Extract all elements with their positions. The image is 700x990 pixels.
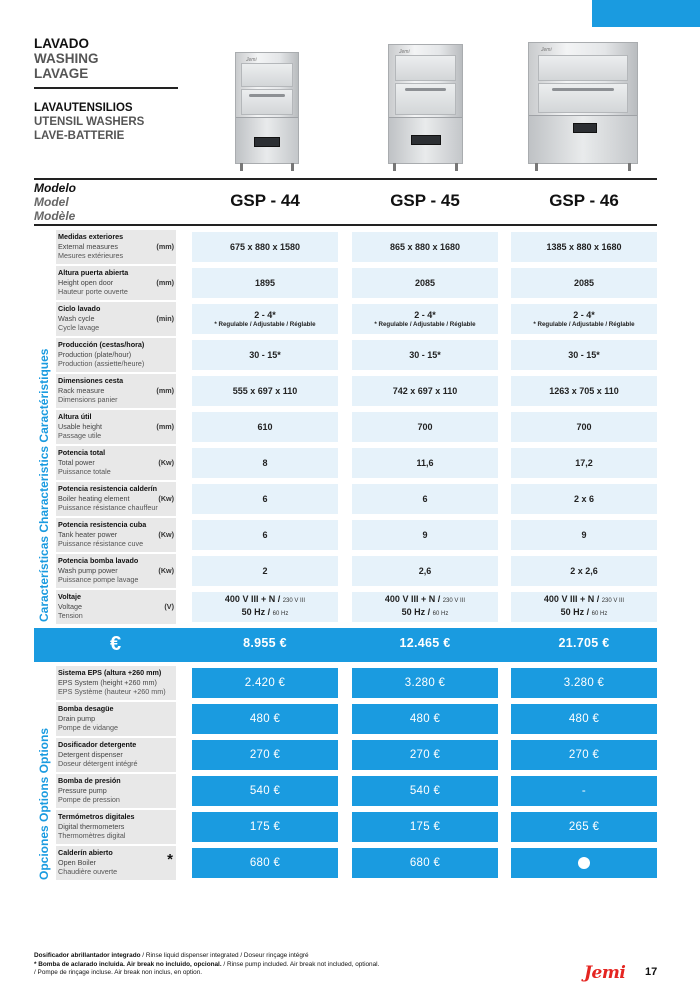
- spec-cell-model-gsp44: [192, 376, 338, 406]
- brand-logo: Jemi: [584, 963, 626, 983]
- spec-cell-model-gsp44: [192, 268, 338, 298]
- spec-value: 675 x 880 x 1580: [229, 241, 301, 252]
- label-es: Dimensiones cesta: [58, 376, 124, 385]
- label-en: External measures: [58, 241, 118, 251]
- option-row-label: [56, 846, 176, 880]
- label-en: Tank heater power: [58, 529, 118, 539]
- spec-cell-model-gsp45: [352, 412, 498, 442]
- frequency-line: 50 Hz / 60 Hz: [560, 607, 608, 617]
- spec-row-label: [56, 338, 176, 372]
- unit-label: (min): [156, 313, 174, 323]
- price-gsp44: 8.955 €: [243, 636, 287, 650]
- label-es: Medidas exteriores: [58, 232, 124, 241]
- option-price-model-gsp44: [192, 776, 338, 806]
- label-en: Detergent dispenser: [58, 749, 123, 759]
- option-price: 270 €: [568, 749, 600, 761]
- voltage-line: 400 V III + N / 230 V III: [543, 594, 625, 604]
- spec-cell-model-gsp45: [352, 556, 498, 586]
- label-en: Usable height: [58, 421, 102, 431]
- spec-value: 2: [262, 565, 268, 576]
- spec-cell-model-gsp45: [352, 304, 498, 334]
- option-price: -: [581, 785, 587, 797]
- spec-value: 2 x 2,6: [570, 565, 598, 576]
- label-en: Drain pump: [58, 713, 96, 723]
- spec-note: * Regulable / Adjustable / Réglable: [533, 320, 635, 328]
- frequency-line: 50 Hz / 60 Hz: [401, 607, 449, 617]
- spec-cell-model-gsp46: [511, 268, 657, 298]
- label-fr: Puissance résistance cuve: [58, 539, 144, 549]
- option-price-model-gsp45: [352, 812, 498, 842]
- spec-row-label: [56, 266, 176, 300]
- option-price: 680 €: [249, 857, 281, 869]
- spec-row-label: [56, 590, 176, 624]
- spec-cell-model-gsp44: [192, 340, 338, 370]
- option-price: 3.280 €: [404, 677, 446, 689]
- spec-value: 1895: [254, 277, 276, 288]
- unit-label: (Kw): [158, 457, 174, 467]
- spec-cell-model-gsp45: [352, 340, 498, 370]
- spec-value: 700: [576, 421, 592, 432]
- spec-cell-model-gsp45: [352, 232, 498, 262]
- model-label-es: Modelo: [34, 181, 76, 195]
- label-fr: Cycle lavage: [58, 323, 100, 333]
- option-price: 265 €: [568, 821, 600, 833]
- unit-label: (Kw): [158, 493, 174, 503]
- option-price-model-gsp45: [352, 776, 498, 806]
- option-price-model-gsp45: [352, 704, 498, 734]
- option-row-label: [56, 702, 176, 736]
- unit-label: (mm): [156, 241, 174, 251]
- spec-value: 17,2: [575, 457, 593, 468]
- machine-image-gsp46: Jemi: [528, 42, 638, 164]
- spec-value: 865 x 880 x 1680: [389, 241, 461, 252]
- label-es: Altura puerta abierta: [58, 268, 129, 277]
- option-row-label: [56, 810, 176, 844]
- spec-value: 700: [417, 421, 433, 432]
- label-es: Dosificador detergente: [58, 740, 137, 749]
- label-fr: Chaudière ouverte: [58, 867, 118, 877]
- option-price: 480 €: [409, 713, 441, 725]
- spec-cell-model-gsp46: [511, 340, 657, 370]
- option-price-model-gsp44: [192, 812, 338, 842]
- title-en: WASHING: [34, 51, 99, 66]
- option-price-model-gsp45: [352, 740, 498, 770]
- spec-cell-model-gsp44: [192, 520, 338, 550]
- footer-line-1: Dosificador abrillantador integrado / Rinse liquid dispenser integrated / Doseur rinçage intégré: [34, 952, 309, 959]
- label-es: Potencia bomba lavado: [58, 556, 139, 565]
- option-price-model-gsp46: [511, 848, 657, 878]
- euro-icon: €: [110, 633, 122, 655]
- spec-cell-model-gsp46: [511, 484, 657, 514]
- label-en: Open Boiler: [58, 857, 96, 867]
- label-es: Potencia resistencia cuba: [58, 520, 147, 529]
- spec-cell-model-gsp44: [192, 556, 338, 586]
- label-fr: Doseur détergent intégré: [58, 759, 138, 769]
- spec-value: 9: [422, 529, 428, 540]
- label-en: Height open door: [58, 277, 114, 287]
- model-rule-top: [34, 178, 657, 180]
- option-row-label: [56, 774, 176, 808]
- label-es: Producción (cestas/hora): [58, 340, 145, 349]
- label-es: Potencia total: [58, 448, 106, 457]
- subtitle-es: LAVAUTENSILIOS: [34, 101, 133, 114]
- spec-cell-model-gsp44: [192, 412, 338, 442]
- spec-value: 1385 x 880 x 1680: [546, 241, 622, 252]
- footer-line-2: * Bomba de aclarado incluida. Air break no incluido, opcional. / Rinse pump included. Air break not included, optional.: [34, 960, 380, 968]
- label-fr: Puissance résistance chauffeur: [58, 503, 158, 513]
- label-es: Calderín abierto: [58, 848, 113, 857]
- spec-cell-model-gsp44: [192, 592, 338, 622]
- option-price-model-gsp45: [352, 668, 498, 698]
- label-fr: Tension: [58, 611, 83, 621]
- spec-row-label: [56, 446, 176, 480]
- spec-cell-model-gsp45: [352, 592, 498, 622]
- page-number: 17: [645, 966, 658, 978]
- voltage-line: 400 V III + N / 230 V III: [384, 594, 466, 604]
- option-price: 480 €: [568, 713, 600, 725]
- asterisk-mark: *: [167, 851, 173, 868]
- spec-cell-model-gsp44: [192, 484, 338, 514]
- subtitle-en: UTENSIL WASHERS: [34, 115, 145, 128]
- option-price: 270 €: [409, 749, 441, 761]
- label-en: Rack measure: [58, 385, 105, 395]
- unit-label: (V): [164, 601, 174, 611]
- option-price-model-gsp44: [192, 848, 338, 878]
- title-fr: LAVAGE: [34, 66, 89, 81]
- spec-cell-model-gsp46: [511, 556, 657, 586]
- price-gsp45: 12.465 €: [399, 636, 451, 650]
- spec-value: 2 - 4*: [254, 309, 276, 320]
- spec-value: 30 - 15*: [249, 349, 281, 360]
- spec-cell-model-gsp46: [511, 376, 657, 406]
- model-name-gsp45: GSP - 45: [390, 191, 460, 210]
- option-row-label: [56, 666, 176, 700]
- spec-cell-model-gsp45: [352, 268, 498, 298]
- label-es: Termómetros digitales: [58, 812, 135, 821]
- footer-notes: [34, 952, 574, 978]
- spec-cell-model-gsp44: [192, 448, 338, 478]
- spec-note: * Regulable / Adjustable / Réglable: [214, 320, 316, 328]
- model-label-en: Model: [34, 195, 69, 209]
- frequency-line: 50 Hz / 60 Hz: [241, 607, 289, 617]
- spec-row-label: [56, 302, 176, 336]
- spec-cell-model-gsp46: [511, 520, 657, 550]
- spec-cell-model-gsp46: [511, 412, 657, 442]
- spec-value: 2 - 4*: [414, 309, 436, 320]
- footer-line-3: / Pompe de rinçage incluse. Air break non inclus, en option.: [34, 969, 203, 977]
- spec-cell-model-gsp45: [352, 520, 498, 550]
- subtitle-block: [34, 101, 182, 143]
- options-side-label-text: Opciones Options Options: [37, 727, 51, 880]
- spec-value: 6: [262, 493, 268, 504]
- unit-label: (Kw): [158, 565, 174, 575]
- spec-value: 742 x 697 x 110: [392, 385, 458, 396]
- spec-value: 2085: [414, 277, 436, 288]
- specs-side-label: [37, 230, 53, 622]
- label-en: Production (plate/hour): [58, 349, 132, 359]
- spec-value: 6: [262, 529, 268, 540]
- spec-row-label: [56, 374, 176, 408]
- options-side-label: [37, 666, 53, 880]
- label-en: Wash pump power: [58, 565, 118, 575]
- title-divider: [34, 87, 178, 89]
- label-es: Altura útil: [58, 412, 92, 421]
- label-fr: Hauteur porte ouverte: [58, 287, 128, 297]
- option-price-model-gsp45: [352, 848, 498, 878]
- spec-value: 2 x 6: [573, 493, 595, 504]
- price-gsp46: 21.705 €: [558, 636, 610, 650]
- spec-value: 2085: [573, 277, 595, 288]
- spec-value: 2,6: [418, 565, 432, 576]
- label-en: Pressure pump: [58, 785, 107, 795]
- spec-row-label: [56, 410, 176, 444]
- label-fr: Puissance pompe lavage: [58, 575, 139, 585]
- label-es: Voltaje: [58, 592, 82, 601]
- spec-value: 30 - 15*: [409, 349, 441, 360]
- label-en: Boiler heating element: [58, 493, 130, 503]
- option-price-model-gsp44: [192, 740, 338, 770]
- spec-row-label: [56, 554, 176, 588]
- spec-value: 1263 x 705 x 110: [549, 385, 619, 396]
- spec-cell-model-gsp45: [352, 376, 498, 406]
- spec-cell-model-gsp46: [511, 448, 657, 478]
- model-name-gsp46: GSP - 46: [549, 191, 619, 210]
- label-en: EPS System (height +260 mm): [58, 677, 157, 687]
- option-price-model-gsp44: [192, 704, 338, 734]
- model-row-label: [34, 181, 76, 223]
- spec-cell-model-gsp45: [352, 448, 498, 478]
- label-fr: Pompe de vidange: [58, 723, 118, 733]
- unit-label: (mm): [156, 385, 174, 395]
- label-fr: Mesures extérieures: [58, 251, 124, 261]
- label-en: Voltage: [58, 601, 82, 611]
- label-fr: Production (assiette/heure): [58, 359, 145, 369]
- included-dot-icon: [578, 857, 590, 869]
- spec-cell-model-gsp44: [192, 232, 338, 262]
- spec-value: 6: [422, 493, 428, 504]
- option-price: 480 €: [249, 713, 281, 725]
- label-en: Digital thermometers: [58, 821, 125, 831]
- label-fr: Pompe de pression: [58, 795, 120, 805]
- spec-value: 11,6: [416, 457, 434, 468]
- spec-row-label: [56, 482, 176, 516]
- option-price: 540 €: [409, 785, 441, 797]
- spec-row-label: [56, 230, 176, 264]
- option-row-label: [56, 738, 176, 772]
- unit-label: (mm): [156, 421, 174, 431]
- spec-value: 610: [257, 421, 273, 432]
- option-price: 2.420 €: [244, 677, 286, 689]
- title-es: LAVADO: [34, 36, 89, 51]
- unit-label: (Kw): [158, 529, 174, 539]
- label-en: Total power: [58, 457, 95, 467]
- model-name-gsp44: GSP - 44: [230, 191, 300, 210]
- label-es: Bomba desagüe: [58, 704, 114, 713]
- corner-accent-tab: [592, 0, 700, 27]
- option-price-model-gsp46: [511, 668, 657, 698]
- option-price: 3.280 €: [563, 677, 605, 689]
- option-price: 680 €: [409, 857, 441, 869]
- option-price-model-gsp44: [192, 668, 338, 698]
- label-es: Bomba de presión: [58, 776, 121, 785]
- label-fr: Passage utile: [58, 431, 102, 441]
- option-price-model-gsp46: [511, 740, 657, 770]
- specs-side-label-text: Características Characteristics Caractéristiques: [37, 348, 51, 622]
- label-es: Sistema EPS (altura +260 mm): [58, 668, 162, 677]
- option-price: 270 €: [249, 749, 281, 761]
- label-es: Potencia resistencia calderín: [58, 484, 158, 493]
- title-block: [34, 36, 182, 143]
- label-fr: Dimensions panier: [58, 395, 118, 405]
- model-label-fr: Modèle: [34, 209, 76, 223]
- option-price: 540 €: [249, 785, 281, 797]
- subtitle-fr: LAVE-BATTERIE: [34, 129, 125, 142]
- spec-value: 8: [262, 457, 268, 468]
- model-rule-bottom: [34, 224, 657, 226]
- spec-value: 9: [581, 529, 587, 540]
- spec-value: 30 - 15*: [568, 349, 600, 360]
- option-price: 175 €: [249, 821, 281, 833]
- machine-image-gsp45: Jemi: [388, 44, 463, 164]
- label-en: Wash cycle: [58, 313, 95, 323]
- option-price-model-gsp46: [511, 776, 657, 806]
- label-fr: Thermomètres digital: [58, 831, 126, 841]
- option-price: 175 €: [409, 821, 441, 833]
- label-es: Ciclo lavado: [58, 304, 101, 313]
- unit-label: (mm): [156, 277, 174, 287]
- spec-value: 2 - 4*: [573, 309, 595, 320]
- spec-cell-model-gsp45: [352, 484, 498, 514]
- spec-cell-model-gsp44: [192, 304, 338, 334]
- spec-cell-model-gsp46: [511, 304, 657, 334]
- spec-row-label: [56, 518, 176, 552]
- machine-image-gsp44: Jemi: [235, 52, 299, 164]
- spec-cell-model-gsp46: [511, 232, 657, 262]
- voltage-line: 400 V III + N / 230 V III: [224, 594, 306, 604]
- label-fr: Puissance totale: [58, 467, 111, 477]
- label-fr: EPS Système (hauteur +260 mm): [58, 687, 166, 697]
- spec-cell-model-gsp46: [511, 592, 657, 622]
- spec-value: 555 x 697 x 110: [232, 385, 298, 396]
- spec-note: * Regulable / Adjustable / Réglable: [374, 320, 476, 328]
- option-price-model-gsp46: [511, 812, 657, 842]
- option-price-model-gsp46: [511, 704, 657, 734]
